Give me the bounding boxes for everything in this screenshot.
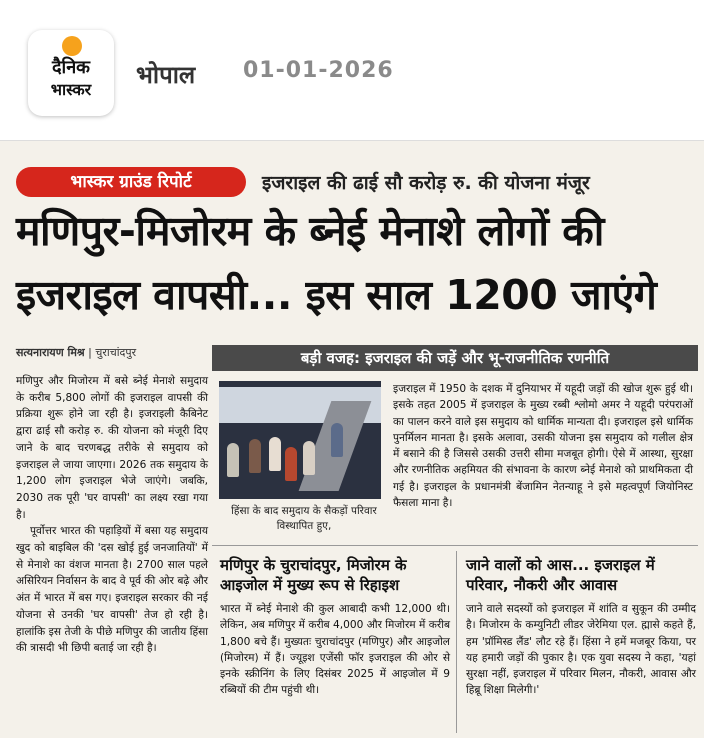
headline-line-2: इजराइल वापसी... इस साल 1200 जाएंगे bbox=[16, 271, 657, 319]
person-figure bbox=[303, 441, 315, 475]
person-figure bbox=[331, 423, 343, 457]
dainik-bhaskar-logo[interactable] bbox=[28, 30, 114, 116]
section-bar-heading: बड़ी वजह: इजराइल की जड़ें और भू-राजनीतिक रणनीति bbox=[212, 345, 698, 371]
right-bottom-column: जाने वाले सदस्यों को इजराइल में शांति व सुकून की उम्मीद है। मिजोरम के कम्युनिटी लीडर जेरेमिया एल. ह्मासे कहते हैं, हम 'प्रॉमिस्ड लैंड' लौट रहे हैं। हिंसा ने हमें मजबूर किया, पर यह हमारी जड़ों की पुकार है। एक युवा सदस्य ने कहा, 'यहां सुरक्षा नहीं, इजराइल में परिवार मिलन, नौकरी, आवास और हिब्रू शिक्षा मिलेगी।' bbox=[466, 603, 696, 697]
news-photo bbox=[219, 381, 381, 499]
ground-report-badge: भास्कर ग्राउंड रिपोर्ट bbox=[16, 167, 246, 197]
person-figure bbox=[269, 437, 281, 471]
edition-date: 01-01-2026 bbox=[243, 58, 394, 83]
newspaper-clipping bbox=[0, 140, 704, 738]
edition-city: भोपाल bbox=[136, 61, 196, 89]
logo-text-bhaskar: भास्कर bbox=[50, 80, 92, 99]
left-paragraph-1: मणिपुर और मिजोरम में बसे ब्नेई मेनाशे समुदाय के करीब 5,800 लोगों की इजराइल वापसी की प्रक्रिया शुरू होने जा रही है। इजराइली कैबिनेट द्वारा ढाई सौ करोड़ रु. की योजना को मंजूरी दिए जाने के बाद चरणबद्ध तरीके से समुदाय को इजराइल ले जाया जाएगा। 2026 तक समुदाय के 1,200 लोग इजराइल भेजे जाएंगे। जबकि, 2030 तक पूरी 'घर वापसी' का लक्ष्य रखा गया है। bbox=[16, 375, 208, 521]
vertical-divider bbox=[456, 551, 457, 733]
middle-subheading: मणिपुर के चुराचांदपुर, मिजोरम के आइजोल में मुख्य रूप से रिहाइश bbox=[220, 556, 407, 594]
headline-line-1: मणिपुर-मिजोरम के ब्नेई मेनाशे लोगों की bbox=[16, 207, 604, 255]
right-subheading: जाने वालों को आस... इजराइल में परिवार, नौकरी और आवास bbox=[466, 556, 655, 594]
sun-icon bbox=[62, 36, 82, 56]
app-header bbox=[0, 0, 704, 140]
person-figure bbox=[227, 443, 239, 477]
right-top-column: इजराइल में 1950 के दशक में दुनियाभर में यहूदी जड़ों की खोज शुरू हुई थी। इसके तहत 2005 में इजराइल के मुख्य रब्बी श्लोमो अमर ने यहूदी परंपराओं का पालन करने वाले इस समुदाय को धार्मिक मान्यता दी। इजराइल इसे धार्मिक पुनर्मिलन मानता है। इसके अलावा, उसकी योजना इस समुदाय को गलील क्षेत्र में बसाने की है जिससे उसकी उत्तरी सीमा मजबूत होगी। ऐसे में आस्था, सुरक्षा और रणनीतिक अहमियत की संभावना के कारण ब्नेई मेनाशे को प्राथमिकता दी गई है। इजराइल के प्रधानमंत्री बेंजामिन नेतन्याहू ने इसे महत्वपूर्ण जियोनिस्ट फैसला माना है। bbox=[393, 383, 693, 510]
person-figure bbox=[285, 447, 297, 481]
horizontal-divider bbox=[212, 545, 698, 546]
left-column bbox=[16, 373, 208, 657]
kicker-line: इजराइल की ढाई सौ करोड़ रु. की योजना मंजूर bbox=[262, 172, 590, 194]
left-paragraph-2: पूर्वोत्तर भारत की पहाड़ियों में बसा यह समुदाय खुद को बाइबिल की 'दस खोई हुई जनजातियों' में से मेनाशे का वंशज मानता है। 2700 साल पहले असिरियन निर्वासन के बाद वे पूर्व की ओर बढ़े और अंत में भारत में बस गए। इजराइल सरकार की नई योजना से उनकी 'घर वापसी' तेज हो रही है। हालांकि इस तेजी के पीछे मणिपुर की जातीय हिंसा की त्रासदी भी छिपी बताई जा रही है। bbox=[16, 525, 208, 655]
middle-column: भारत में ब्नेई मेनाशे की कुल आबादी कभी 12,000 थी। लेकिन, अब मणिपुर में करीब 4,000 और मिजोरम में करीब 1,800 बचे हैं। मुख्यतः चुराचांदपुर (मणिपुर) और आइजोल (मिजोरम) में हैं। ज्यूइश एजेंसी फॉर इजराइल की ओर से इनके स्क्रीनिंग के लिए दिसंबर 2025 में आइजोल में 9 रब्बियों की टीम पहुंची थी। bbox=[220, 603, 450, 697]
person-figure bbox=[249, 439, 261, 473]
byline-place: चुराचांदपुर bbox=[95, 346, 137, 359]
byline-author: सत्यनारायण मिश्र bbox=[16, 346, 85, 359]
photo-caption: हिंसा के बाद समुदाय के सैकड़ों परिवार विस्थापित हुए, bbox=[231, 505, 377, 532]
byline: सत्यनारायण मिश्र | चुराचांदपुर bbox=[16, 346, 137, 359]
logo-text-dainik: दैनिक bbox=[51, 57, 91, 78]
